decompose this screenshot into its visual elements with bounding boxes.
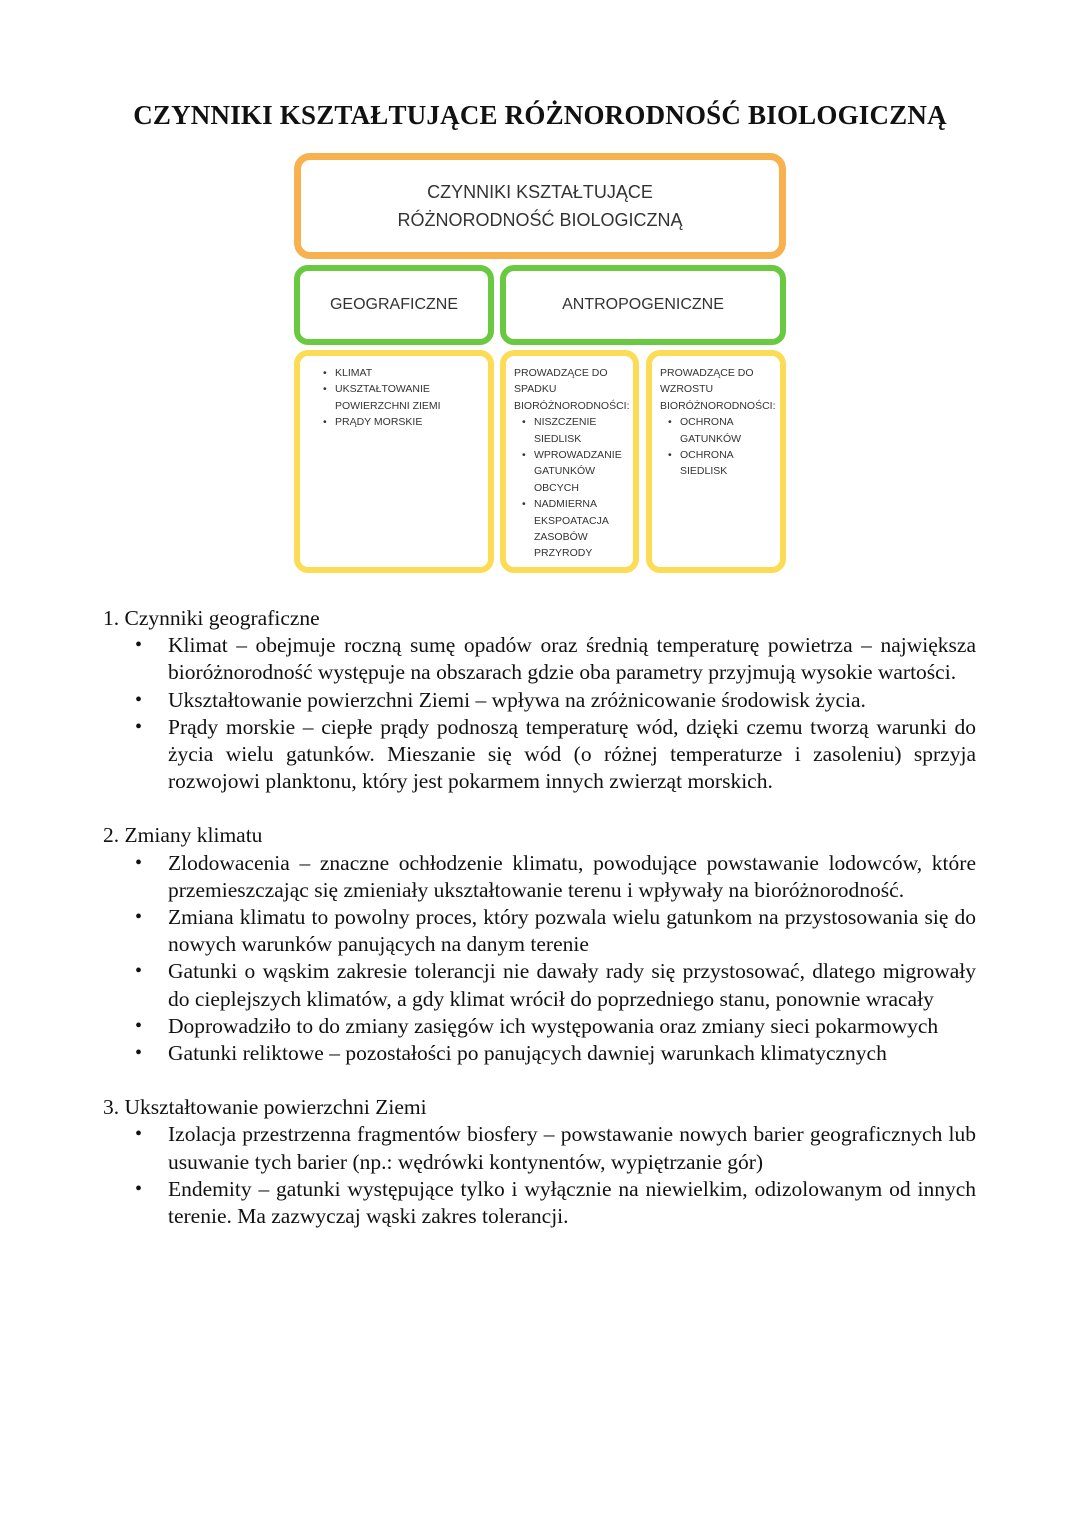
section-earth-surface	[103, 1094, 976, 1230]
diagram-list-item: • KLIMAT	[322, 365, 482, 381]
page-title: CZYNNIKI KSZTAŁTUJĄCE RÓŻNORODNOŚĆ BIOLOGICZNĄ	[133, 100, 947, 130]
diagram-geographic-list-box	[294, 350, 494, 573]
diagram-increase-lead: PROWADZĄCE DO WZROSTU BIORÓŻNORODNOŚCI:	[660, 367, 776, 412]
diagram-list-item: • UKSZTAŁTOWANIE POWIERZCHNI ZIEMI	[322, 381, 482, 414]
section-heading: 3. Ukształtowanie powierzchni Ziemi	[103, 1095, 427, 1120]
list-item: • Endemity – gatunki występujące tylko i wyłącznie na niewielkim, odizolowanym od innych terenie. Ma zazwyczaj wąski zakres tolerancji.	[103, 1176, 976, 1230]
diagram-list-item: • OCHRONA GATUNKÓW	[667, 414, 774, 447]
diagram-list-item: • NADMIERNA EKSPOATACJA ZASOBÓW PRZYRODY	[521, 496, 627, 562]
diagram-root-box	[294, 153, 786, 259]
list-item: • Gatunki o wąskim zakresie tolerancji nie dawały rady się przystosować, dlatego migrowały do cieplejszych klimatów, a gdy klimat wrócił do poprzedniego stanu, ponownie wracały	[103, 958, 976, 1012]
diagram-list-item: • WPROWADZANIE GATUNKÓW OBCYCH	[521, 447, 627, 496]
list-item: • Prądy morskie – ciepłe prądy podnoszą temperaturę wód, dzięki czemu tworzą warunki do życia wielu gatunków. Mieszanie się wód (o różnej temperaturze i zasoleniu) sprzyja rozwojowi planktonu, który jest pokarmem innych zwierząt morskich.	[103, 714, 976, 796]
list-item: • Izolacja przestrzenna fragmentów biosfery – powstawanie nowych barier geograficznych lub usuwanie tych barier (np.: wędrówki kontynentów, wypiętrzanie gór)	[103, 1121, 976, 1175]
diagram-list-item: • NISZCZENIE SIEDLISK	[521, 414, 627, 447]
diagram-increase-box	[646, 350, 786, 573]
diagram-anthropogenic-label: ANTROPOGENICZNE	[562, 296, 724, 313]
list-item: • Doprowadziło to do zmiany zasięgów ich występowania oraz zmiany sieci pokarmowych	[103, 1013, 976, 1040]
section-geographic-factors	[103, 605, 976, 795]
document-body	[103, 605, 976, 1257]
diagram-anthropogenic-box	[500, 265, 786, 345]
diagram-geographic-label: GEOGRAFICZNE	[329, 296, 458, 313]
section-heading: 1. Czynniki geograficzne	[103, 606, 320, 630]
list-item: • Gatunki reliktowe – pozostałości po panujących dawniej warunkach klimatycznych	[103, 1040, 976, 1067]
list-item: • Zlodowacenia – znaczne ochłodzenie klimatu, powodujące powstawanie lodowców, które przemieszczając się zmieniały ukształtowanie terenu i wpływały na bioróżnorodność.	[103, 850, 976, 904]
diagram-list-item: • OCHRONA SIEDLISK	[667, 447, 774, 480]
diagram-decrease-lead: PROWADZĄCE DO SPADKU BIORÓŻNORODNOŚCI:	[514, 367, 630, 412]
diagram-list-item: • PRĄDY MORSKIE	[322, 414, 482, 430]
diagram-geographic-box	[294, 265, 494, 345]
section-climate-change	[103, 822, 976, 1067]
diagram-root-line2: RÓŻNORODNOŚĆ BIOLOGICZNĄ	[397, 210, 683, 230]
diagram-decrease-box	[500, 350, 639, 573]
diagram-root-line1: CZYNNIKI KSZTAŁTUJĄCE	[427, 182, 653, 202]
list-item: • Zmiana klimatu to powolny proces, który pozwala wielu gatunkom na przystosowania się do nowych warunków panujących na danym terenie	[103, 904, 976, 958]
list-item: • Klimat – obejmuje roczną sumę opadów oraz średnią temperaturę powietrza – największa bioróżnorodność występuje na obszarach gdzie oba parametry przyjmują wysokie wartości.	[103, 632, 976, 686]
section-heading: 2. Zmiany klimatu	[103, 823, 263, 848]
list-item: • Ukształtowanie powierzchni Ziemi – wpływa na zróżnicowanie środowisk życia.	[103, 687, 976, 714]
